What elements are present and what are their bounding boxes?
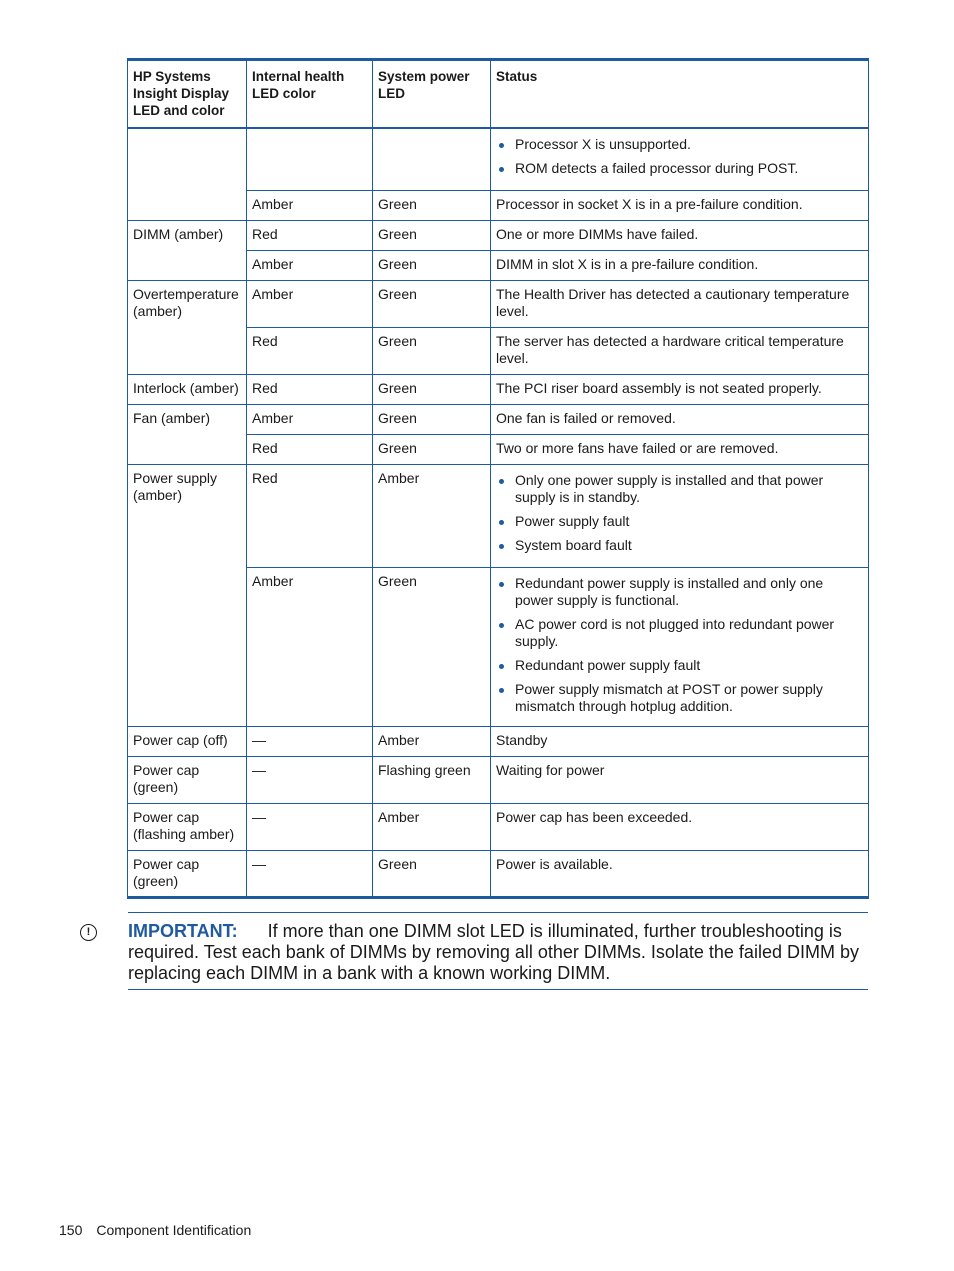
cell-display-led: Power supply (amber) <box>128 464 247 726</box>
cell-display-led: Power cap (green) <box>128 756 247 803</box>
cell-display-led: Power cap (green) <box>128 850 247 897</box>
cell-status: The Health Driver has detected a cautionary temperature level. <box>491 280 869 327</box>
status-list <box>496 472 863 554</box>
cell-internal-health-led: Amber <box>247 250 373 280</box>
cell-internal-health-led: Red <box>247 374 373 404</box>
status-list-item: System board fault <box>496 537 863 554</box>
cell-system-power-led: Green <box>373 327 491 374</box>
cell-internal-health-led <box>247 128 373 190</box>
cell-system-power-led: Amber <box>373 803 491 850</box>
cell-internal-health-led: — <box>247 803 373 850</box>
cell-internal-health-led: Amber <box>247 280 373 327</box>
cell-display-led <box>128 128 247 220</box>
cell-internal-health-led: — <box>247 756 373 803</box>
cell-status: Processor in socket X is in a pre-failure condition. <box>491 190 869 220</box>
cell-display-led: DIMM (amber) <box>128 220 247 280</box>
cell-internal-health-led: Amber <box>247 190 373 220</box>
table-row <box>128 280 869 327</box>
status-list-item: Power supply fault <box>496 513 863 530</box>
exclamation-circle-icon: ! <box>80 924 97 941</box>
cell-status: Waiting for power <box>491 756 869 803</box>
cell-status <box>491 128 869 190</box>
table-row <box>128 756 869 803</box>
page-number: 150 <box>59 1222 83 1238</box>
header-status: Status <box>491 60 869 129</box>
table-row <box>128 220 869 250</box>
cell-status: Power cap has been exceeded. <box>491 803 869 850</box>
important-label: IMPORTANT: <box>128 921 238 941</box>
cell-internal-health-led: — <box>247 726 373 756</box>
table-body <box>128 128 869 897</box>
cell-display-led: Power cap (off) <box>128 726 247 756</box>
cell-status <box>491 464 869 567</box>
cell-system-power-led: Green <box>373 190 491 220</box>
cell-system-power-led: Amber <box>373 464 491 567</box>
status-list-item: Power supply mismatch at POST or power supply mismatch through hotplug addition. <box>496 681 863 715</box>
table-row <box>128 726 869 756</box>
cell-system-power-led: Flashing green <box>373 756 491 803</box>
cell-system-power-led: Green <box>373 567 491 726</box>
status-list-item: Processor X is unsupported. <box>496 136 863 153</box>
cell-internal-health-led: Red <box>247 434 373 464</box>
cell-display-led: Interlock (amber) <box>128 374 247 404</box>
cell-system-power-led: Green <box>373 280 491 327</box>
cell-system-power-led: Green <box>373 404 491 434</box>
cell-status: One fan is failed or removed. <box>491 404 869 434</box>
cell-status: DIMM in slot X is in a pre-failure condition. <box>491 250 869 280</box>
section-title: Component Identification <box>96 1222 252 1238</box>
status-list-item: ROM detects a failed processor during POST. <box>496 160 863 177</box>
cell-system-power-led: Green <box>373 850 491 897</box>
header-display-led: HP Systems Insight Display LED and color <box>128 60 247 129</box>
status-list-item: AC power cord is not plugged into redundant power supply. <box>496 616 863 650</box>
cell-system-power-led: Green <box>373 250 491 280</box>
status-list-item: Redundant power supply fault <box>496 657 863 674</box>
cell-internal-health-led: Red <box>247 464 373 567</box>
status-list-item: Only one power supply is installed and that power supply is in standby. <box>496 472 863 506</box>
table-row <box>128 404 869 434</box>
cell-status: The server has detected a hardware critical temperature level. <box>491 327 869 374</box>
cell-status: Two or more fans have failed or are removed. <box>491 434 869 464</box>
cell-internal-health-led: — <box>247 850 373 897</box>
header-internal-health-led: Internal health LED color <box>247 60 373 129</box>
cell-status: The PCI riser board assembly is not seated properly. <box>491 374 869 404</box>
cell-display-led: Overtemperature (amber) <box>128 280 247 374</box>
cell-system-power-led: Green <box>373 434 491 464</box>
status-list <box>496 575 863 715</box>
table-row <box>128 850 869 897</box>
cell-status: Standby <box>491 726 869 756</box>
status-list <box>496 136 863 177</box>
cell-internal-health-led: Red <box>247 220 373 250</box>
cell-status: Power is available. <box>491 850 869 897</box>
cell-system-power-led: Green <box>373 374 491 404</box>
page-footer <box>59 1222 251 1238</box>
important-note <box>128 912 868 990</box>
table-row <box>128 803 869 850</box>
cell-status <box>491 567 869 726</box>
table-row <box>128 128 869 190</box>
cell-display-led: Fan (amber) <box>128 404 247 464</box>
important-text: If more than one DIMM slot LED is illuminated, further troubleshooting is required. Test each bank of DIMMs by removing all other DIMMs. Isolate the failed DIMM by replacing each DIMM in a bank with a known working DIMM. <box>128 921 859 983</box>
cell-system-power-led: Amber <box>373 726 491 756</box>
cell-system-power-led: Green <box>373 220 491 250</box>
header-system-power-led: System power LED <box>373 60 491 129</box>
led-status-table <box>127 58 869 899</box>
table-row <box>128 374 869 404</box>
cell-internal-health-led: Amber <box>247 404 373 434</box>
cell-status: One or more DIMMs have failed. <box>491 220 869 250</box>
status-list-item: Redundant power supply is installed and only one power supply is functional. <box>496 575 863 609</box>
cell-display-led: Power cap (flashing amber) <box>128 803 247 850</box>
cell-internal-health-led: Amber <box>247 567 373 726</box>
cell-system-power-led <box>373 128 491 190</box>
table-row <box>128 464 869 567</box>
table-header-row <box>128 60 869 129</box>
cell-internal-health-led: Red <box>247 327 373 374</box>
